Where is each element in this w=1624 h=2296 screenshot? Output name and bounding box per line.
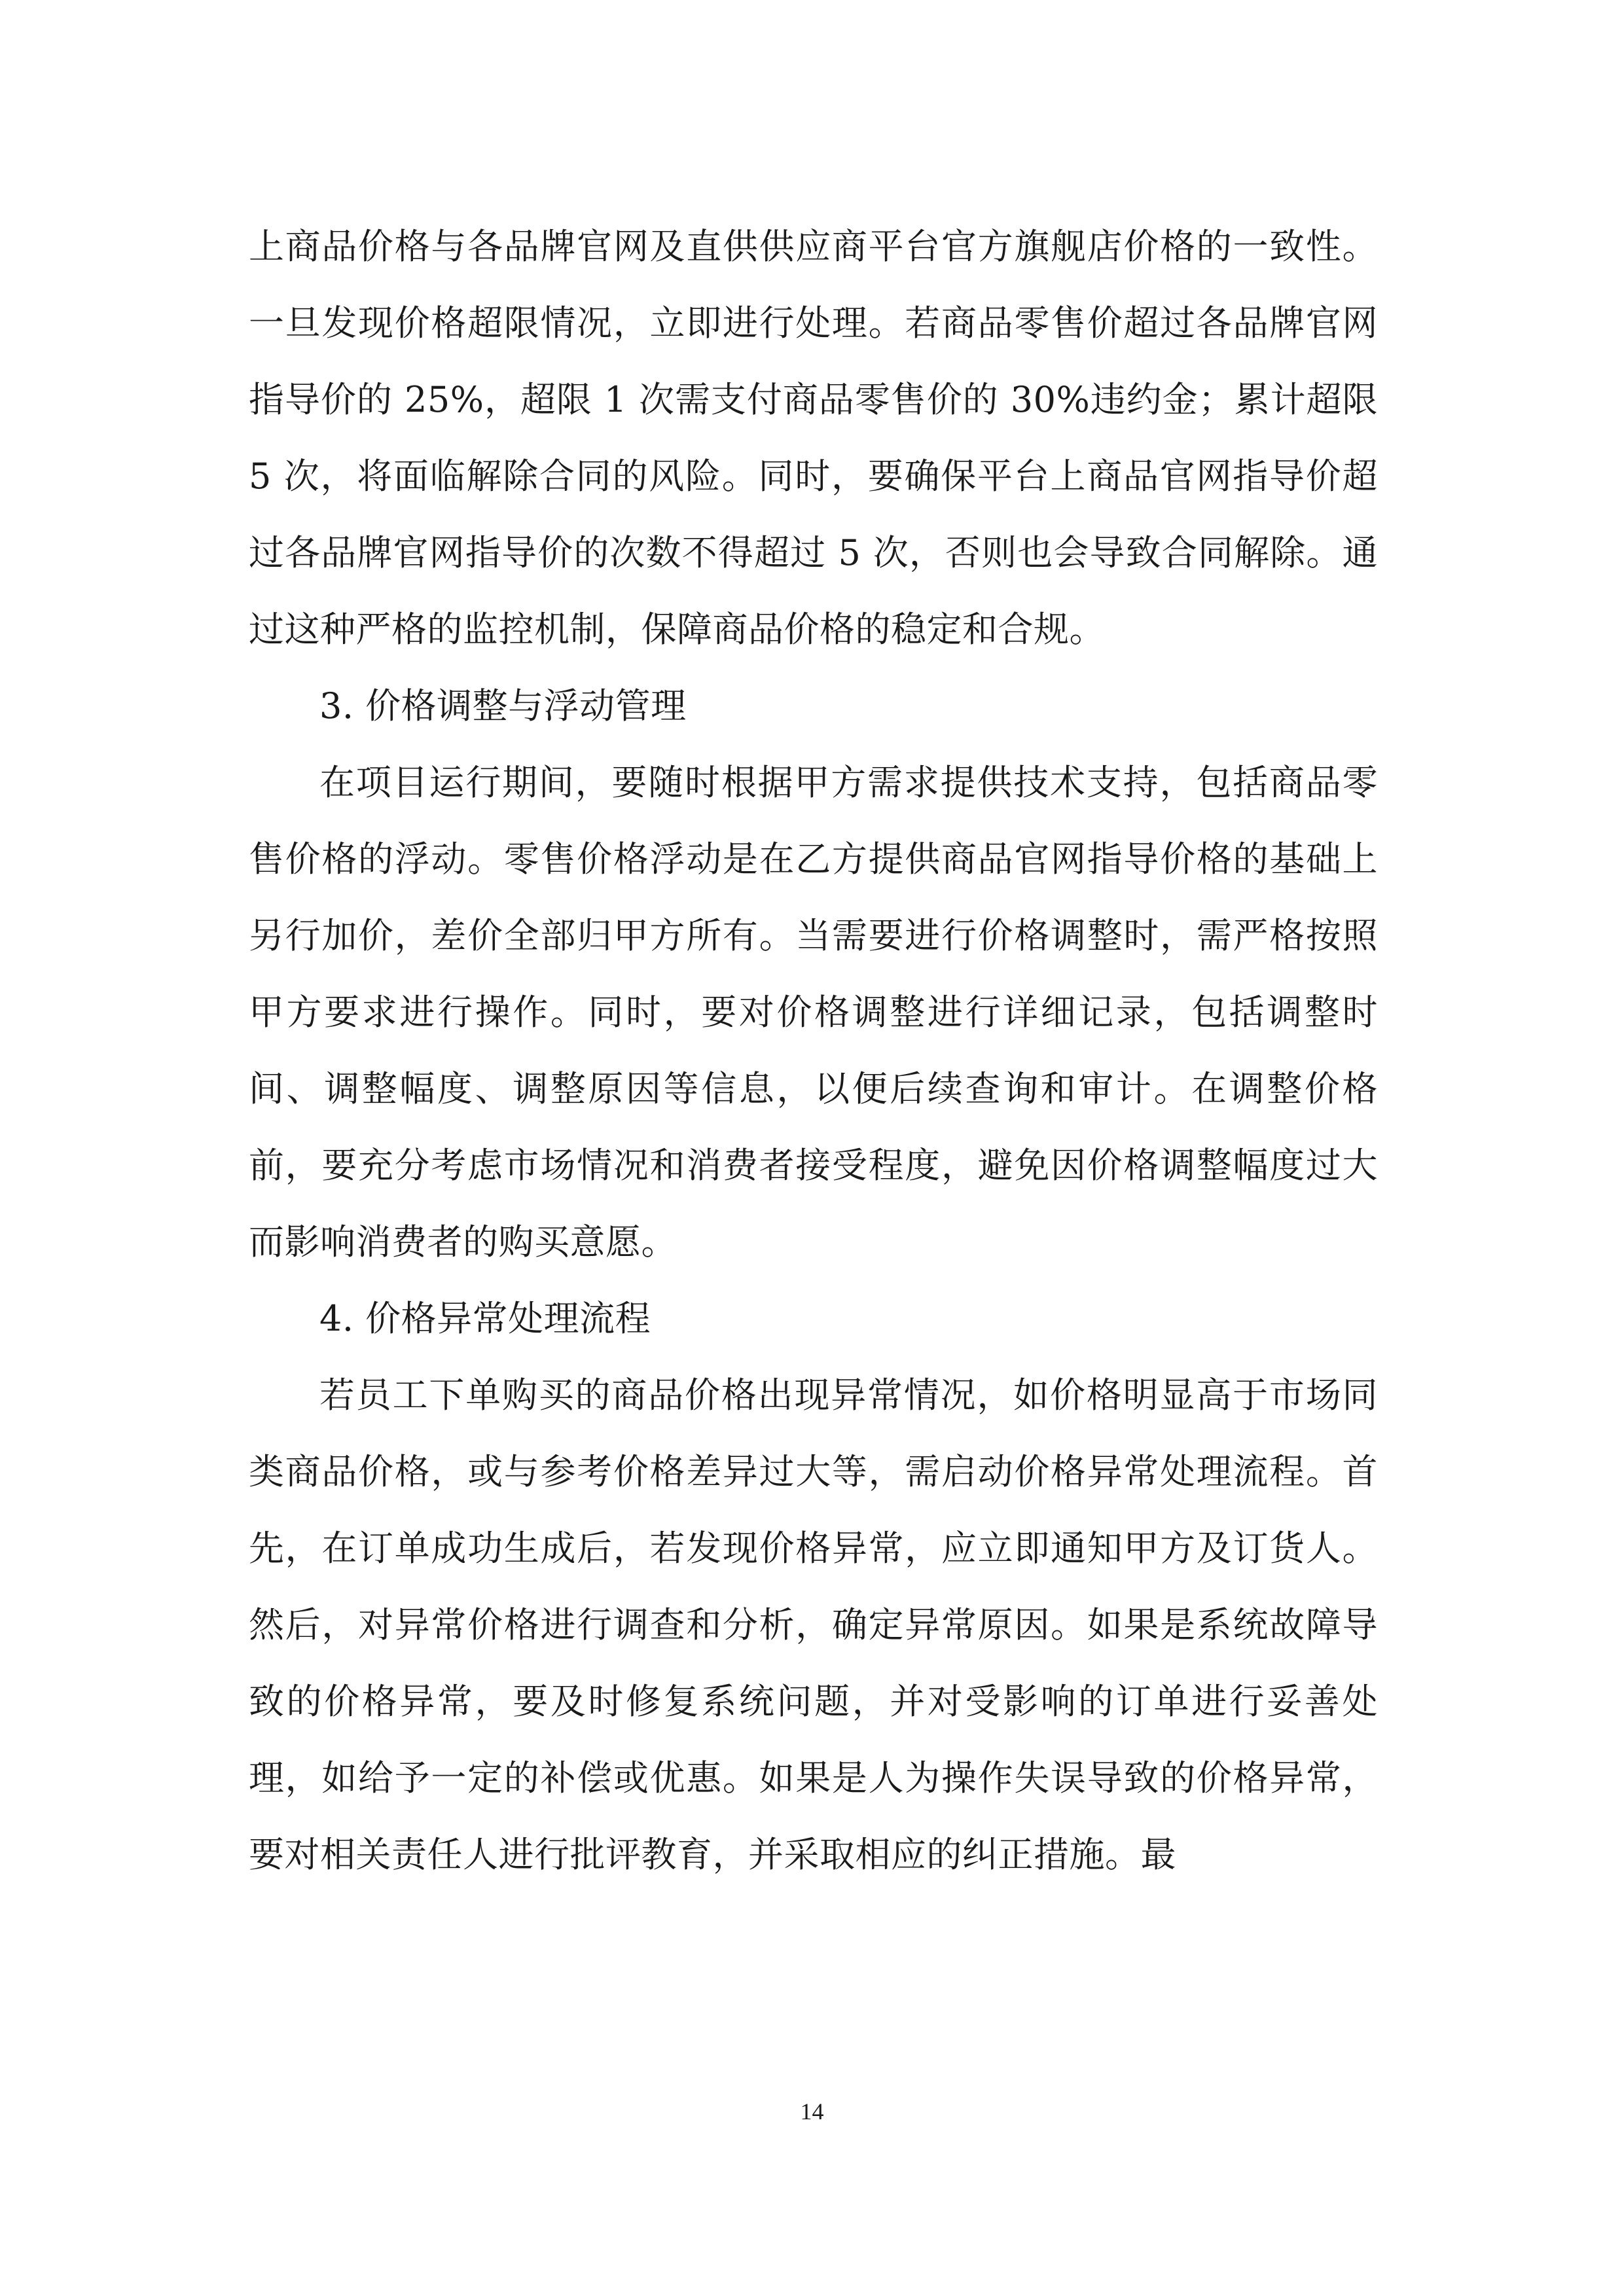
paragraph-price-exception: 若员工下单购买的商品价格出现异常情况，如价格明显高于市场同类商品价格，或与参考价格差异过大等，需启动价格异常处理流程。首先，在订单成功生成后，若发现价格异常，应立即通知甲方及订货人。然后，对异常价格进行调查和分析，确定异常原因。如果是系统故障导致的价格异常，要及时修复系统问题，并对受影响的订单进行妥善处理，如给予一定的补偿或优惠。如果是人为操作失误导致的价格异常，要对相关责任人进行批评教育，并采取相应的纠正措施。最 bbox=[249, 1374, 1378, 1875]
paragraph-price-consistency: 上商品价格与各品牌官网及直供供应商平台官方旗舰店价格的一致性。一旦发现价格超限情况，立即进行处理。若商品零售价超过各品牌官网指导价的 25%，超限 1 次需支付商品零售价的 30%违约金；累计超限 5 次，将面临解除合同的风险。同时，要确保平台上商品官网指导价超过各品牌官网指导价的次数不得超过 5 次，否则也会导致合同解除。通过这种严格的监控机制，保障商品价格的稳定和合规。 bbox=[249, 226, 1378, 650]
section-heading-price-exception: 4. 价格异常处理流程 bbox=[319, 1298, 651, 1339]
section-heading-price-adjustment: 3. 价格调整与浮动管理 bbox=[319, 685, 687, 726]
page-number: 14 bbox=[800, 2098, 824, 2125]
document-body bbox=[249, 208, 1378, 1893]
paragraph-price-adjustment: 在项目运行期间，要随时根据甲方需求提供技术支持，包括商品零售价格的浮动。零售价格浮动是在乙方提供商品官网指导价格的基础上另行加价，差价全部归甲方所有。当需要进行价格调整时，需严格按照甲方要求进行操作。同时，要对价格调整进行详细记录，包括调整时间、调整幅度、调整原因等信息，以便后续查询和审计。在调整价格前，要充分考虑市场情况和消费者接受程度，避免因价格调整幅度过大而影响消费者的购买意愿。 bbox=[249, 762, 1378, 1263]
